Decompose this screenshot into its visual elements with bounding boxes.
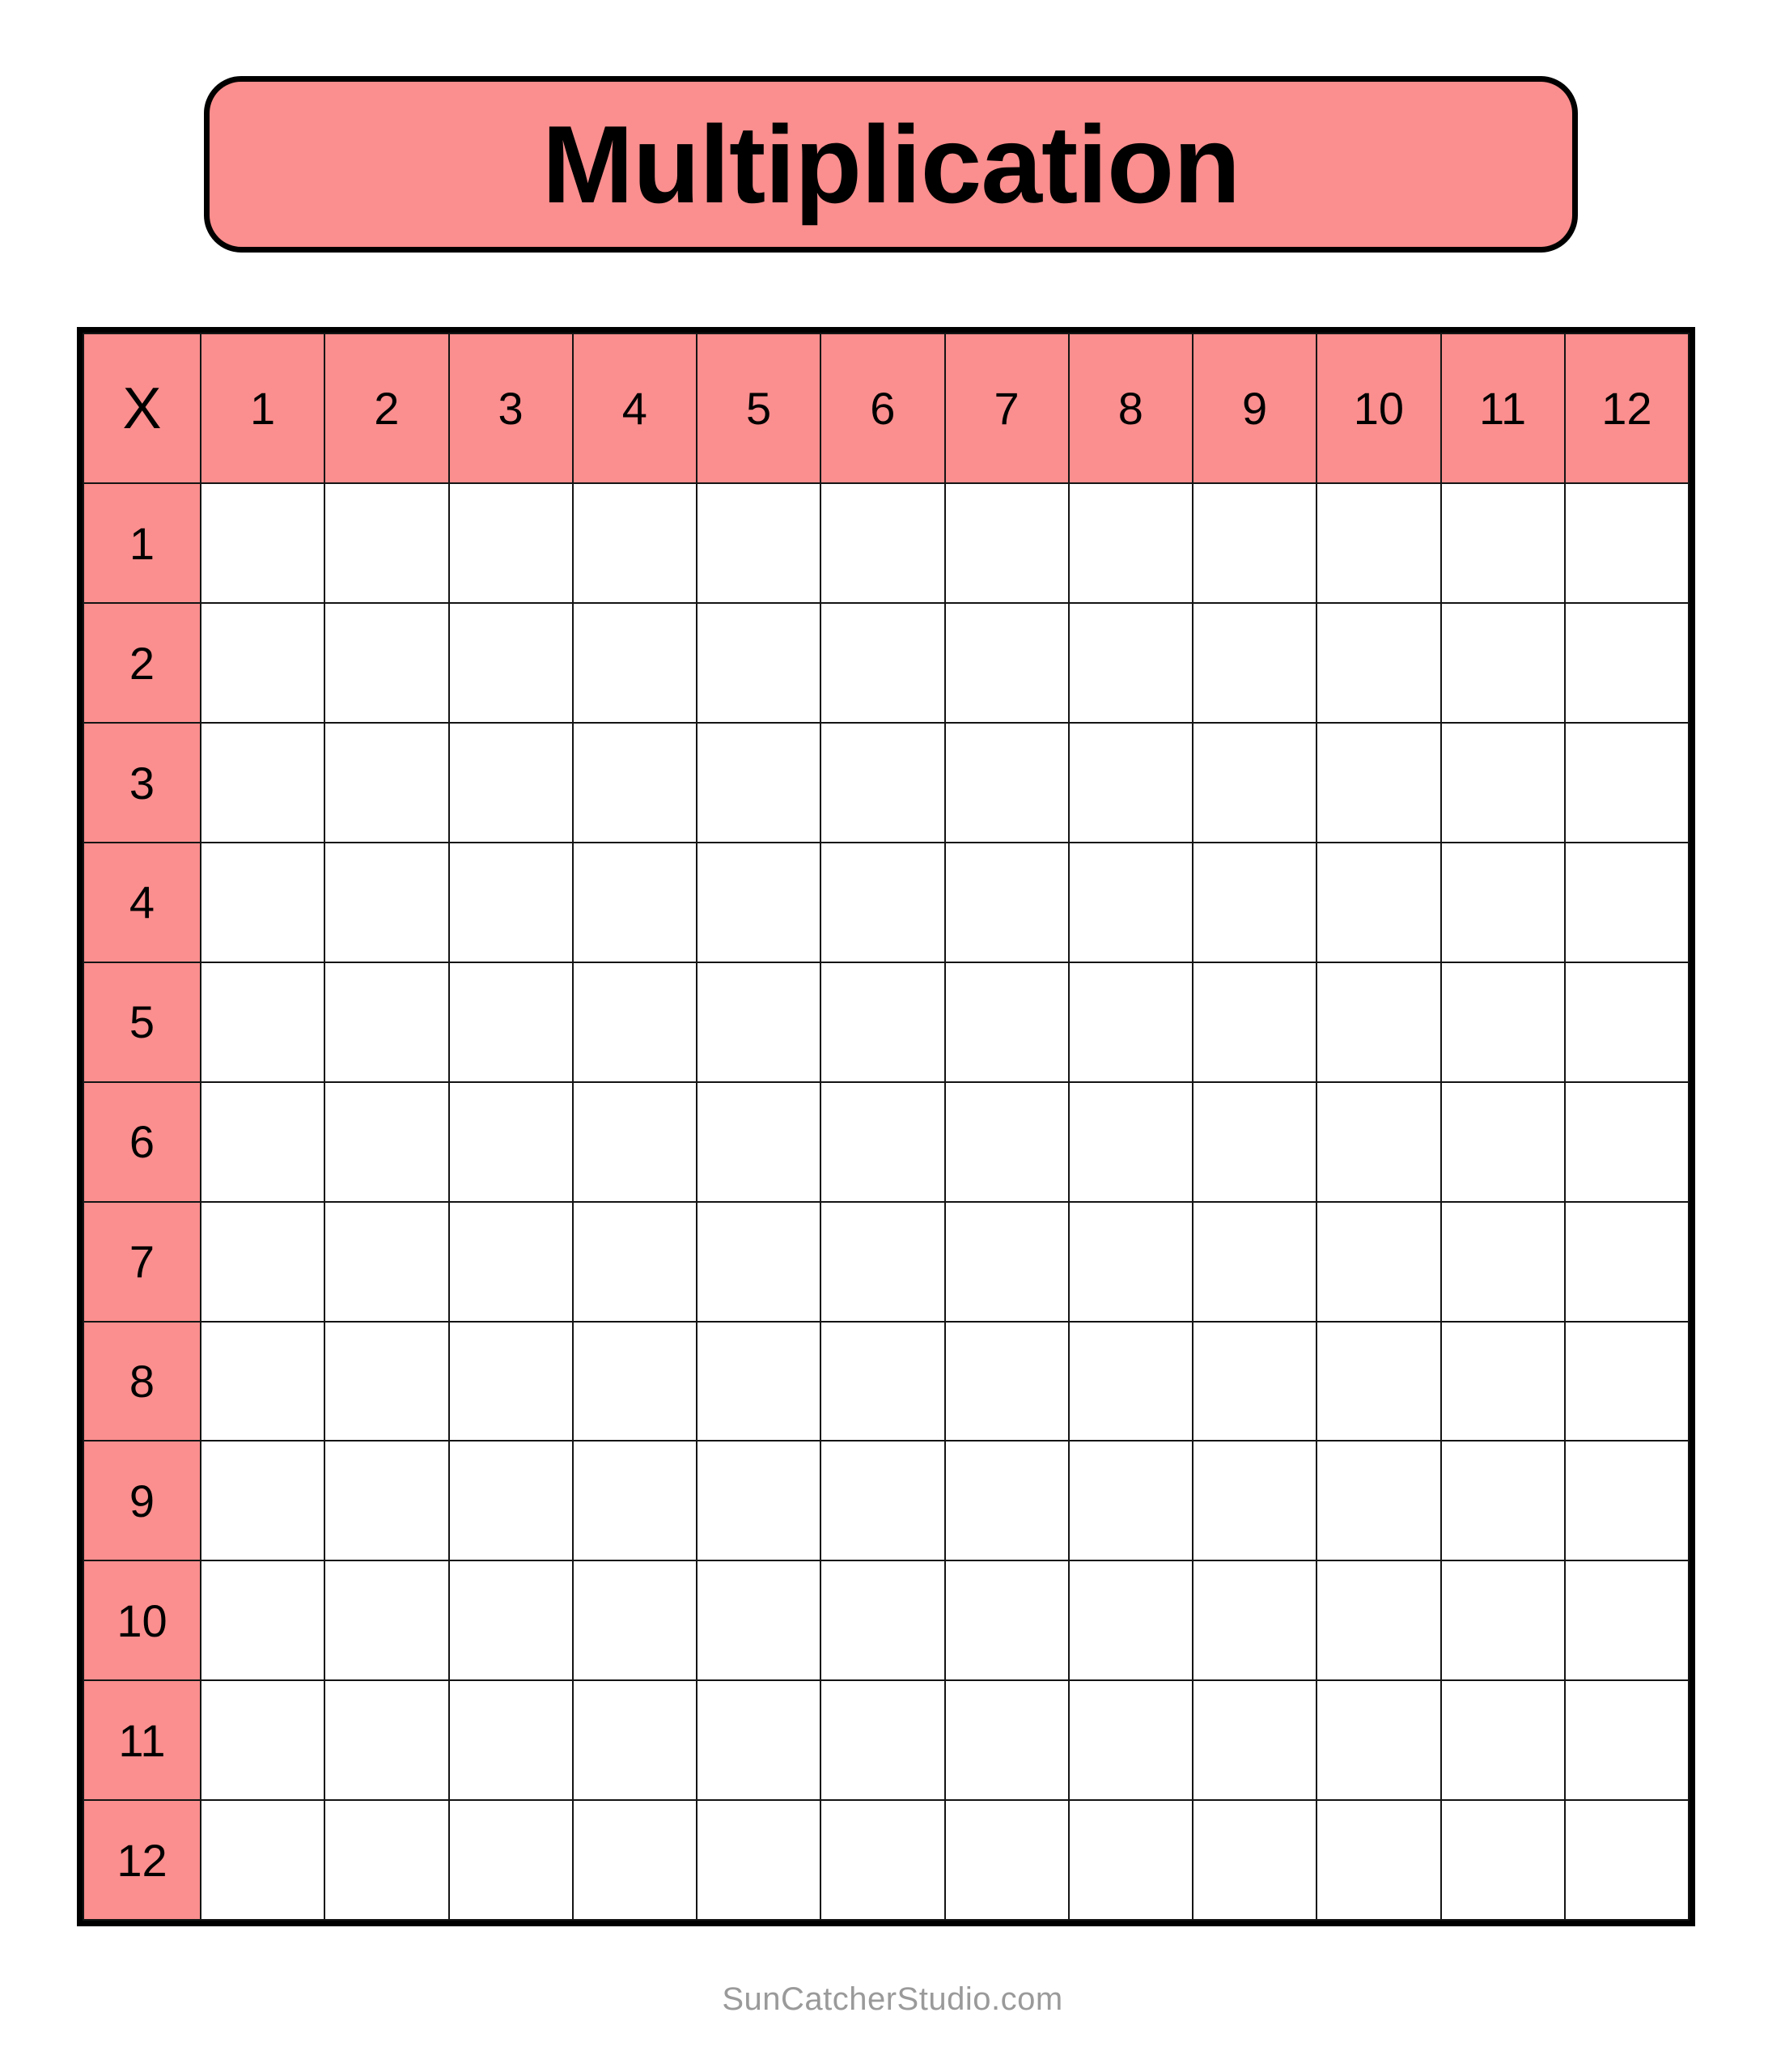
answer-cell[interactable] xyxy=(820,603,944,723)
answer-cell[interactable] xyxy=(1316,1322,1440,1441)
answer-cell[interactable] xyxy=(697,1322,820,1441)
answer-cell[interactable] xyxy=(201,1441,324,1560)
row-header-cell: 6 xyxy=(83,1082,201,1202)
table-row xyxy=(83,483,1689,603)
answer-cell[interactable] xyxy=(697,1800,820,1920)
table-corner-cell: X xyxy=(83,333,201,483)
answer-cell[interactable] xyxy=(1069,843,1193,962)
answer-cell[interactable] xyxy=(1565,1680,1689,1800)
answer-cell[interactable] xyxy=(1316,1560,1440,1680)
answer-cell[interactable] xyxy=(201,1322,324,1441)
answer-cell[interactable] xyxy=(1441,723,1565,843)
answer-cell[interactable] xyxy=(945,723,1069,843)
answer-cell[interactable] xyxy=(1565,1800,1689,1920)
table-row xyxy=(83,1680,1689,1800)
answer-cell[interactable] xyxy=(324,1441,448,1560)
answer-cell[interactable] xyxy=(820,1202,944,1322)
table-row xyxy=(83,1560,1689,1680)
column-header-cell: 12 xyxy=(1565,333,1689,483)
answer-cell[interactable] xyxy=(1441,1680,1565,1800)
answer-cell[interactable] xyxy=(201,483,324,603)
answer-cell[interactable] xyxy=(573,1082,697,1202)
answer-cell[interactable] xyxy=(697,1441,820,1560)
row-header-cell: 3 xyxy=(83,723,201,843)
answer-cell[interactable] xyxy=(1193,1441,1316,1560)
answer-cell[interactable] xyxy=(820,1680,944,1800)
answer-cell[interactable] xyxy=(449,1800,573,1920)
answer-cell[interactable] xyxy=(1441,1560,1565,1680)
answer-cell[interactable] xyxy=(1069,723,1193,843)
table-row xyxy=(83,962,1689,1082)
answer-cell[interactable] xyxy=(201,603,324,723)
answer-cell[interactable] xyxy=(1316,962,1440,1082)
answer-cell[interactable] xyxy=(820,1441,944,1560)
answer-cell[interactable] xyxy=(1069,1322,1193,1441)
answer-cell[interactable] xyxy=(1441,1202,1565,1322)
row-header-cell: 8 xyxy=(83,1322,201,1441)
column-header-cell: 3 xyxy=(449,333,573,483)
answer-cell[interactable] xyxy=(1193,843,1316,962)
answer-cell[interactable] xyxy=(324,1800,448,1920)
answer-cell[interactable] xyxy=(324,1202,448,1322)
answer-cell[interactable] xyxy=(1316,1202,1440,1322)
answer-cell[interactable] xyxy=(1069,1800,1193,1920)
answer-cell[interactable] xyxy=(697,1082,820,1202)
answer-cell[interactable] xyxy=(201,1202,324,1322)
answer-cell[interactable] xyxy=(1565,1441,1689,1560)
column-header-cell: 5 xyxy=(697,333,820,483)
answer-cell[interactable] xyxy=(324,1322,448,1441)
multiplication-grid xyxy=(77,327,1695,1926)
answer-cell[interactable] xyxy=(324,1082,448,1202)
answer-cell[interactable] xyxy=(449,603,573,723)
column-header-cell: 9 xyxy=(1193,333,1316,483)
answer-cell[interactable] xyxy=(1441,1800,1565,1920)
column-header-cell: 11 xyxy=(1441,333,1565,483)
answer-cell[interactable] xyxy=(201,962,324,1082)
answer-cell[interactable] xyxy=(1316,723,1440,843)
answer-cell[interactable] xyxy=(820,1322,944,1441)
answer-cell[interactable] xyxy=(1316,1441,1440,1560)
footer-credit: SunCatcherStudio.com xyxy=(722,1981,1063,2017)
answer-cell[interactable] xyxy=(945,1441,1069,1560)
answer-cell[interactable] xyxy=(573,962,697,1082)
answer-cell[interactable] xyxy=(1193,1560,1316,1680)
answer-cell[interactable] xyxy=(1441,962,1565,1082)
row-header-cell: 4 xyxy=(83,843,201,962)
title-banner-wrap xyxy=(204,76,1578,253)
answer-cell[interactable] xyxy=(1316,1800,1440,1920)
answer-cell[interactable] xyxy=(1069,1441,1193,1560)
column-header-cell: 10 xyxy=(1316,333,1440,483)
answer-cell[interactable] xyxy=(945,1322,1069,1441)
answer-cell[interactable] xyxy=(1193,1082,1316,1202)
answer-cell[interactable] xyxy=(449,483,573,603)
answer-cell[interactable] xyxy=(697,723,820,843)
answer-cell[interactable] xyxy=(573,1800,697,1920)
answer-cell[interactable] xyxy=(449,1680,573,1800)
answer-cell[interactable] xyxy=(201,1560,324,1680)
answer-cell[interactable] xyxy=(573,603,697,723)
answer-cell[interactable] xyxy=(324,483,448,603)
answer-cell[interactable] xyxy=(1316,1680,1440,1800)
answer-cell[interactable] xyxy=(449,1202,573,1322)
answer-cell[interactable] xyxy=(1316,1082,1440,1202)
answer-cell[interactable] xyxy=(945,1082,1069,1202)
answer-cell[interactable] xyxy=(449,962,573,1082)
answer-cell[interactable] xyxy=(573,1322,697,1441)
answer-cell[interactable] xyxy=(1193,1680,1316,1800)
row-header-cell: 11 xyxy=(83,1680,201,1800)
answer-cell[interactable] xyxy=(1441,1082,1565,1202)
answer-cell[interactable] xyxy=(1316,843,1440,962)
column-header-cell: 8 xyxy=(1069,333,1193,483)
table-row xyxy=(83,1800,1689,1920)
row-header-cell: 1 xyxy=(83,483,201,603)
answer-cell[interactable] xyxy=(945,1680,1069,1800)
answer-cell[interactable] xyxy=(324,603,448,723)
column-header-cell: 7 xyxy=(945,333,1069,483)
answer-cell[interactable] xyxy=(1069,962,1193,1082)
row-header-cell: 2 xyxy=(83,603,201,723)
answer-cell[interactable] xyxy=(1193,483,1316,603)
answer-cell[interactable] xyxy=(1565,962,1689,1082)
row-header-cell: 9 xyxy=(83,1441,201,1560)
answer-cell[interactable] xyxy=(1193,1800,1316,1920)
answer-cell[interactable] xyxy=(945,483,1069,603)
answer-cell[interactable] xyxy=(449,843,573,962)
answer-cell[interactable] xyxy=(697,1560,820,1680)
table-row xyxy=(83,1441,1689,1560)
answer-cell[interactable] xyxy=(1193,603,1316,723)
answer-cell[interactable] xyxy=(1069,1560,1193,1680)
table-row xyxy=(83,1202,1689,1322)
answer-cell[interactable] xyxy=(1441,483,1565,603)
answer-cell[interactable] xyxy=(820,843,944,962)
answer-cell[interactable] xyxy=(820,723,944,843)
row-header-cell: 7 xyxy=(83,1202,201,1322)
answer-cell[interactable] xyxy=(324,1560,448,1680)
answer-cell[interactable] xyxy=(1069,1202,1193,1322)
answer-cell[interactable] xyxy=(573,723,697,843)
answer-cell[interactable] xyxy=(945,1202,1069,1322)
answer-cell[interactable] xyxy=(449,1441,573,1560)
answer-cell[interactable] xyxy=(945,962,1069,1082)
answer-cell[interactable] xyxy=(449,1322,573,1441)
answer-cell[interactable] xyxy=(1069,1082,1193,1202)
answer-cell[interactable] xyxy=(1565,723,1689,843)
answer-cell[interactable] xyxy=(820,1082,944,1202)
answer-cell[interactable] xyxy=(945,603,1069,723)
answer-cell[interactable] xyxy=(1565,603,1689,723)
answer-cell[interactable] xyxy=(1441,843,1565,962)
answer-cell[interactable] xyxy=(1069,483,1193,603)
answer-cell[interactable] xyxy=(945,843,1069,962)
answer-cell[interactable] xyxy=(1193,723,1316,843)
column-header-cell: 2 xyxy=(324,333,448,483)
answer-cell[interactable] xyxy=(1193,962,1316,1082)
answer-cell[interactable] xyxy=(201,723,324,843)
answer-cell[interactable] xyxy=(573,483,697,603)
answer-cell[interactable] xyxy=(1316,603,1440,723)
row-header-cell: 5 xyxy=(83,962,201,1082)
answer-cell[interactable] xyxy=(573,1202,697,1322)
answer-cell[interactable] xyxy=(324,843,448,962)
multiplication-table xyxy=(83,333,1690,1921)
answer-cell[interactable] xyxy=(1316,483,1440,603)
answer-cell[interactable] xyxy=(573,1560,697,1680)
answer-cell[interactable] xyxy=(201,1800,324,1920)
answer-cell[interactable] xyxy=(1565,1202,1689,1322)
table-row xyxy=(83,603,1689,723)
answer-cell[interactable] xyxy=(324,723,448,843)
answer-cell[interactable] xyxy=(449,1082,573,1202)
answer-cell[interactable] xyxy=(697,1680,820,1800)
answer-cell[interactable] xyxy=(1565,1322,1689,1441)
answer-cell[interactable] xyxy=(820,1560,944,1680)
table-row xyxy=(83,723,1689,843)
answer-cell[interactable] xyxy=(449,1560,573,1680)
answer-cell[interactable] xyxy=(1565,843,1689,962)
table-row xyxy=(83,843,1689,962)
answer-cell[interactable] xyxy=(1069,603,1193,723)
answer-cell[interactable] xyxy=(697,962,820,1082)
answer-cell[interactable] xyxy=(1565,1560,1689,1680)
answer-cell[interactable] xyxy=(573,1441,697,1560)
answer-cell[interactable] xyxy=(1193,1322,1316,1441)
title-banner xyxy=(204,76,1578,253)
answer-cell[interactable] xyxy=(324,1680,448,1800)
column-header-cell: 6 xyxy=(820,333,944,483)
answer-cell[interactable] xyxy=(201,1680,324,1800)
row-header-cell: 12 xyxy=(83,1800,201,1920)
column-header-cell: 1 xyxy=(201,333,324,483)
answer-cell[interactable] xyxy=(449,723,573,843)
answer-cell[interactable] xyxy=(945,1800,1069,1920)
answer-cell[interactable] xyxy=(820,962,944,1082)
table-row xyxy=(83,1082,1689,1202)
answer-cell[interactable] xyxy=(201,843,324,962)
answer-cell[interactable] xyxy=(697,1202,820,1322)
answer-cell[interactable] xyxy=(324,962,448,1082)
answer-cell[interactable] xyxy=(1565,483,1689,603)
table-header-row xyxy=(83,333,1689,483)
answer-cell[interactable] xyxy=(820,1800,944,1920)
answer-cell[interactable] xyxy=(697,483,820,603)
answer-cell[interactable] xyxy=(697,843,820,962)
answer-cell[interactable] xyxy=(1069,1680,1193,1800)
answer-cell[interactable] xyxy=(1441,603,1565,723)
answer-cell[interactable] xyxy=(1193,1202,1316,1322)
answer-cell[interactable] xyxy=(1565,1082,1689,1202)
row-header-cell: 10 xyxy=(83,1560,201,1680)
column-header-cell: 4 xyxy=(573,333,697,483)
answer-cell[interactable] xyxy=(201,1082,324,1202)
answer-cell[interactable] xyxy=(697,603,820,723)
page-title: Multiplication xyxy=(541,103,1240,226)
table-row xyxy=(83,1322,1689,1441)
answer-cell[interactable] xyxy=(945,1560,1069,1680)
answer-cell[interactable] xyxy=(573,843,697,962)
answer-cell[interactable] xyxy=(1441,1441,1565,1560)
answer-cell[interactable] xyxy=(1441,1322,1565,1441)
answer-cell[interactable] xyxy=(820,483,944,603)
answer-cell[interactable] xyxy=(573,1680,697,1800)
